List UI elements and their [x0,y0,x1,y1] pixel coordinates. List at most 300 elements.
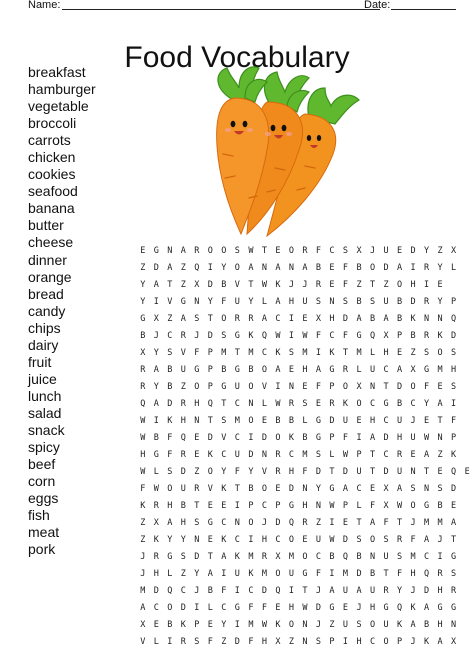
grid-cell[interactable]: V [221,432,227,443]
grid-cell[interactable]: X [383,330,389,341]
grid-cell[interactable]: Y [437,262,443,273]
grid-cell[interactable]: N [302,619,308,630]
grid-cell[interactable]: W [140,466,146,477]
grid-cell[interactable]: U [396,415,403,426]
grid-cell[interactable]: U [383,296,389,307]
grid-cell[interactable]: W [302,330,308,341]
grid-cell[interactable]: Z [329,619,335,630]
grid-cell[interactable]: Y [315,483,322,494]
grid-cell[interactable]: F [194,347,200,358]
grid-cell[interactable]: D [167,398,173,409]
grid-cell[interactable]: Q [275,585,281,596]
grid-cell[interactable]: C [261,500,267,511]
grid-cell[interactable]: H [302,364,308,375]
grid-cell[interactable]: E [275,245,281,256]
grid-cell[interactable]: K [342,398,349,409]
grid-cell[interactable]: U [342,415,349,426]
grid-cell[interactable]: B [140,330,146,341]
grid-cell[interactable]: B [288,415,294,426]
grid-cell[interactable]: L [369,347,376,358]
grid-cell[interactable]: Z [180,381,186,392]
grid-cell[interactable]: C [288,449,294,460]
grid-cell[interactable]: R [275,449,281,460]
grid-cell[interactable]: U [369,585,376,596]
grid-cell[interactable]: F [342,432,349,443]
grid-cell[interactable]: Z [356,279,362,290]
grid-cell[interactable]: T [369,449,376,460]
grid-cell[interactable]: L [451,262,457,273]
grid-cell[interactable]: N [288,381,294,392]
grid-cell[interactable]: F [234,466,240,477]
grid-cell[interactable]: A [167,517,173,528]
grid-cell[interactable]: Z [140,517,146,528]
grid-cell[interactable]: L [153,466,159,477]
grid-cell[interactable]: C [167,330,173,341]
grid-cell[interactable]: Z [437,449,443,460]
grid-cell[interactable]: D [383,262,389,273]
grid-cell[interactable]: P [451,296,457,307]
grid-cell[interactable]: Z [180,262,186,273]
grid-cell[interactable]: R [261,551,267,562]
grid-cell[interactable]: H [383,347,389,358]
grid-cell[interactable]: R [396,534,403,545]
grid-cell[interactable]: O [234,262,240,273]
grid-cell[interactable]: Z [140,534,146,545]
grid-cell[interactable]: W [396,500,403,511]
grid-cell[interactable]: U [369,364,376,375]
grid-cell[interactable]: K [221,483,227,494]
grid-cell[interactable]: M [437,517,443,528]
grid-cell[interactable]: D [342,534,349,545]
grid-cell[interactable]: V [261,466,267,477]
grid-cell[interactable]: Z [437,245,443,256]
grid-cell[interactable]: T [396,517,403,528]
grid-cell[interactable]: R [153,500,159,511]
grid-cell[interactable]: S [315,296,322,307]
word-search-grid[interactable] [136,242,474,650]
grid-cell[interactable]: E [451,500,457,511]
grid-cell[interactable]: O [167,483,173,494]
grid-cell[interactable]: E [275,602,281,613]
grid-cell[interactable]: A [383,313,389,324]
grid-cell[interactable]: A [140,602,146,613]
grid-cell[interactable]: P [342,500,349,511]
grid-cell[interactable]: J [437,534,443,545]
grid-cell[interactable]: I [329,568,335,579]
grid-cell[interactable]: X [451,636,457,647]
grid-cell[interactable]: H [261,534,267,545]
grid-cell[interactable]: R [180,636,186,647]
grid-cell[interactable]: U [396,466,403,477]
grid-cell[interactable]: O [356,398,362,409]
grid-cell[interactable]: E [329,279,335,290]
grid-cell[interactable]: S [302,398,308,409]
grid-cell[interactable]: G [288,500,294,511]
grid-cell[interactable]: F [315,381,322,392]
grid-cell[interactable]: R [383,585,389,596]
grid-cell[interactable]: P [329,381,335,392]
grid-cell[interactable]: S [234,245,240,256]
grid-cell[interactable]: E [315,398,322,409]
grid-cell[interactable]: S [451,347,457,358]
grid-cell[interactable]: X [356,381,362,392]
grid-cell[interactable]: W [329,534,335,545]
grid-cell[interactable]: P [451,432,457,443]
grid-cell[interactable]: S [424,347,430,358]
grid-cell[interactable]: X [153,313,159,324]
grid-cell[interactable]: N [424,313,430,324]
grid-cell[interactable]: U [383,619,389,630]
grid-cell[interactable]: D [153,585,159,596]
grid-cell[interactable]: T [248,279,254,290]
grid-cell[interactable]: P [329,636,335,647]
grid-cell[interactable]: F [248,602,254,613]
grid-cell[interactable]: H [153,568,159,579]
grid-cell[interactable]: E [396,245,403,256]
grid-cell[interactable]: W [140,415,146,426]
grid-cell[interactable]: A [396,262,403,273]
grid-cell[interactable]: H [194,398,200,409]
grid-cell[interactable]: W [275,398,281,409]
grid-cell[interactable]: P [194,619,200,630]
grid-cell[interactable]: A [275,364,281,375]
grid-cell[interactable]: M [288,551,294,562]
grid-cell[interactable]: S [288,347,294,358]
grid-cell[interactable]: F [302,466,308,477]
grid-cell[interactable]: X [315,313,322,324]
grid-cell[interactable]: S [410,483,416,494]
grid-cell[interactable]: E [302,313,308,324]
grid-cell[interactable]: D [410,245,416,256]
grid-cell[interactable]: H [167,500,173,511]
grid-cell[interactable]: B [410,330,416,341]
grid-cell[interactable]: W [261,619,267,630]
grid-cell[interactable]: J [410,585,416,596]
grid-cell[interactable]: A [248,262,254,273]
grid-cell[interactable]: P [329,432,335,443]
grid-cell[interactable]: D [194,551,200,562]
grid-cell[interactable]: I [315,347,322,358]
grid-cell[interactable]: N [329,296,335,307]
grid-cell[interactable]: I [221,568,227,579]
grid-cell[interactable]: E [342,602,349,613]
grid-cell[interactable]: Y [424,245,430,256]
grid-cell[interactable]: G [167,551,173,562]
grid-cell[interactable]: B [221,279,227,290]
grid-cell[interactable]: B [356,262,362,273]
grid-cell[interactable]: G [424,500,430,511]
grid-cell[interactable]: Y [140,279,146,290]
grid-cell[interactable]: T [261,245,267,256]
grid-cell[interactable]: Z [383,279,389,290]
grid-cell[interactable]: F [424,381,430,392]
grid-cell[interactable]: M [424,517,430,528]
grid-cell[interactable]: S [315,636,322,647]
grid-cell[interactable]: N [234,517,240,528]
grid-cell[interactable]: X [275,636,281,647]
grid-cell[interactable]: Z [315,517,322,528]
grid-cell[interactable]: K [275,347,281,358]
grid-cell[interactable]: Y [153,381,159,392]
grid-cell[interactable]: B [167,364,173,375]
grid-cell[interactable]: N [451,619,457,630]
grid-cell[interactable]: A [396,364,403,375]
grid-cell[interactable]: C [153,602,159,613]
grid-cell[interactable]: C [248,585,254,596]
grid-cell[interactable]: E [140,245,146,256]
grid-cell[interactable]: O [261,364,267,375]
grid-cell[interactable]: D [424,585,430,596]
grid-cell[interactable]: S [383,534,389,545]
grid-cell[interactable]: O [288,534,294,545]
grid-cell[interactable]: C [221,602,227,613]
grid-cell[interactable]: M [234,415,240,426]
grid-cell[interactable]: S [194,313,200,324]
grid-cell[interactable]: U [302,296,308,307]
grid-cell[interactable]: D [248,449,254,460]
grid-cell[interactable]: J [194,330,200,341]
grid-cell[interactable]: E [288,364,294,375]
grid-cell[interactable]: I [234,585,240,596]
grid-cell[interactable]: O [248,381,254,392]
grid-cell[interactable]: B [248,364,254,375]
grid-cell[interactable]: D [329,415,335,426]
grid-cell[interactable]: S [342,296,349,307]
grid-cell[interactable]: P [396,636,403,647]
grid-cell[interactable]: X [194,279,200,290]
grid-cell[interactable]: W [302,602,308,613]
grid-cell[interactable]: G [153,245,159,256]
grid-cell[interactable]: D [261,432,267,443]
grid-cell[interactable]: F [315,568,322,579]
grid-cell[interactable]: S [167,466,173,477]
grid-cell[interactable]: C [234,398,240,409]
grid-cell[interactable]: C [383,449,389,460]
grid-cell[interactable]: N [194,415,200,426]
grid-cell[interactable]: T [302,585,308,596]
grid-cell[interactable]: X [275,551,281,562]
grid-cell[interactable]: N [315,500,322,511]
grid-cell[interactable]: L [356,364,362,375]
grid-cell[interactable]: I [248,432,254,443]
grid-cell[interactable]: S [356,619,362,630]
grid-cell[interactable]: O [383,636,389,647]
grid-cell[interactable]: C [234,534,240,545]
grid-cell[interactable]: I [424,279,430,290]
grid-cell[interactable]: A [153,364,159,375]
grid-cell[interactable]: X [451,245,457,256]
grid-cell[interactable]: B [248,483,254,494]
grid-cell[interactable]: A [221,551,227,562]
grid-cell[interactable]: E [194,449,200,460]
grid-cell[interactable]: G [315,432,322,443]
grid-cell[interactable]: T [207,313,213,324]
grid-cell[interactable]: A [369,432,376,443]
grid-cell[interactable]: B [356,551,362,562]
grid-cell[interactable]: A [153,398,159,409]
grid-cell[interactable]: S [194,636,200,647]
grid-cell[interactable]: N [261,262,267,273]
grid-cell[interactable]: N [424,483,430,494]
grid-cell[interactable]: M [342,568,349,579]
grid-cell[interactable]: O [207,245,213,256]
grid-cell[interactable]: G [234,364,240,375]
grid-cell[interactable]: J [140,551,146,562]
grid-cell[interactable]: K [288,432,294,443]
grid-cell[interactable]: O [221,313,227,324]
grid-cell[interactable]: U [288,568,294,579]
grid-cell[interactable]: F [221,585,227,596]
grid-cell[interactable]: H [180,415,186,426]
grid-cell[interactable]: G [194,364,200,375]
grid-cell[interactable]: S [437,483,443,494]
grid-cell[interactable]: D [207,279,213,290]
grid-cell[interactable]: K [410,313,416,324]
grid-cell[interactable]: T [383,568,389,579]
grid-cell[interactable]: R [248,313,254,324]
grid-cell[interactable]: Z [221,636,227,647]
grid-cell[interactable]: K [180,619,186,630]
grid-cell[interactable]: O [288,245,294,256]
grid-cell[interactable]: Y [221,262,227,273]
grid-cell[interactable]: A [342,483,349,494]
grid-cell[interactable]: Z [410,347,416,358]
grid-cell[interactable]: C [221,517,227,528]
grid-cell[interactable]: E [329,262,335,273]
grid-cell[interactable]: R [180,330,186,341]
grid-cell[interactable]: H [180,517,186,528]
grid-cell[interactable]: U [234,381,240,392]
grid-cell[interactable]: P [207,347,213,358]
grid-cell[interactable]: C [369,398,376,409]
grid-cell[interactable]: D [410,296,416,307]
grid-cell[interactable]: I [248,534,254,545]
grid-cell[interactable]: G [424,364,430,375]
grid-cell[interactable]: O [396,279,403,290]
grid-cell[interactable]: F [396,568,403,579]
grid-cell[interactable]: B [356,296,362,307]
grid-cell[interactable]: R [234,313,240,324]
grid-cell[interactable]: O [410,381,416,392]
grid-cell[interactable]: E [275,483,281,494]
grid-cell[interactable]: R [302,517,308,528]
grid-cell[interactable]: J [261,517,267,528]
grid-cell[interactable]: T [207,415,213,426]
grid-cell[interactable]: N [288,262,294,273]
grid-cell[interactable]: K [424,636,430,647]
grid-cell[interactable]: E [153,619,159,630]
grid-cell[interactable]: C [234,432,240,443]
grid-cell[interactable]: A [207,568,213,579]
grid-cell[interactable]: E [221,500,227,511]
grid-cell[interactable]: N [302,483,308,494]
grid-cell[interactable]: K [410,602,416,613]
grid-cell[interactable]: U [234,296,240,307]
grid-cell[interactable]: H [302,500,308,511]
grid-cell[interactable]: E [410,449,416,460]
grid-cell[interactable]: O [288,619,294,630]
grid-cell[interactable]: U [234,449,240,460]
grid-cell[interactable]: R [153,551,159,562]
grid-cell[interactable]: A [329,585,335,596]
grid-cell[interactable]: N [369,551,376,562]
grid-cell[interactable]: C [315,551,322,562]
grid-cell[interactable]: P [356,449,362,460]
grid-cell[interactable]: T [451,534,457,545]
grid-cell[interactable]: J [410,517,416,528]
grid-cell[interactable]: O [437,347,443,358]
grid-cell[interactable]: G [329,602,335,613]
grid-cell[interactable]: N [302,636,308,647]
grid-cell[interactable]: T [356,517,362,528]
grid-cell[interactable]: L [329,449,335,460]
grid-cell[interactable]: P [207,364,213,375]
grid-cell[interactable]: B [396,398,403,409]
grid-cell[interactable]: M [248,551,254,562]
grid-cell[interactable]: L [302,415,308,426]
grid-cell[interactable]: D [261,585,267,596]
grid-cell[interactable]: G [234,602,240,613]
grid-cell[interactable]: S [221,415,227,426]
grid-cell[interactable]: D [207,432,213,443]
grid-cell[interactable]: W [329,500,335,511]
grid-cell[interactable]: F [451,415,457,426]
grid-cell[interactable]: Q [396,602,403,613]
grid-cell[interactable]: V [180,347,186,358]
grid-cell[interactable]: W [261,279,267,290]
grid-cell[interactable]: I [153,415,159,426]
grid-cell[interactable]: U [383,551,389,562]
grid-cell[interactable]: R [342,364,349,375]
grid-cell[interactable]: U [342,619,349,630]
grid-cell[interactable]: D [356,568,362,579]
grid-cell[interactable]: N [369,381,376,392]
grid-cell[interactable]: Q [140,398,146,409]
grid-cell[interactable]: Z [194,466,200,477]
grid-cell[interactable]: D [315,602,322,613]
grid-cell[interactable]: F [342,279,349,290]
grid-cell[interactable]: R [396,449,403,460]
grid-cell[interactable]: B [369,313,376,324]
grid-cell[interactable]: N [261,449,267,460]
grid-cell[interactable]: F [167,449,173,460]
grid-cell[interactable]: D [451,483,457,494]
grid-cell[interactable]: K [234,551,240,562]
grid-cell[interactable]: H [261,636,267,647]
grid-cell[interactable]: C [275,313,281,324]
grid-cell[interactable]: W [153,483,159,494]
grid-cell[interactable]: V [140,636,146,647]
grid-cell[interactable]: G [153,449,159,460]
grid-cell[interactable]: K [329,347,335,358]
grid-cell[interactable]: I [194,602,200,613]
grid-cell[interactable]: Q [369,330,376,341]
grid-cell[interactable]: M [302,449,308,460]
grid-cell[interactable]: M [140,585,146,596]
grid-cell[interactable]: P [396,330,403,341]
grid-cell[interactable]: F [369,500,376,511]
grid-cell[interactable]: S [315,449,322,460]
grid-cell[interactable]: H [288,466,294,477]
grid-cell[interactable]: U [356,466,362,477]
grid-cell[interactable]: S [342,245,349,256]
grid-cell[interactable]: N [437,313,443,324]
grid-cell[interactable]: A [437,398,443,409]
grid-cell[interactable]: B [275,415,281,426]
grid-cell[interactable]: I [153,296,159,307]
grid-cell[interactable]: B [153,432,159,443]
grid-cell[interactable]: O [275,432,281,443]
